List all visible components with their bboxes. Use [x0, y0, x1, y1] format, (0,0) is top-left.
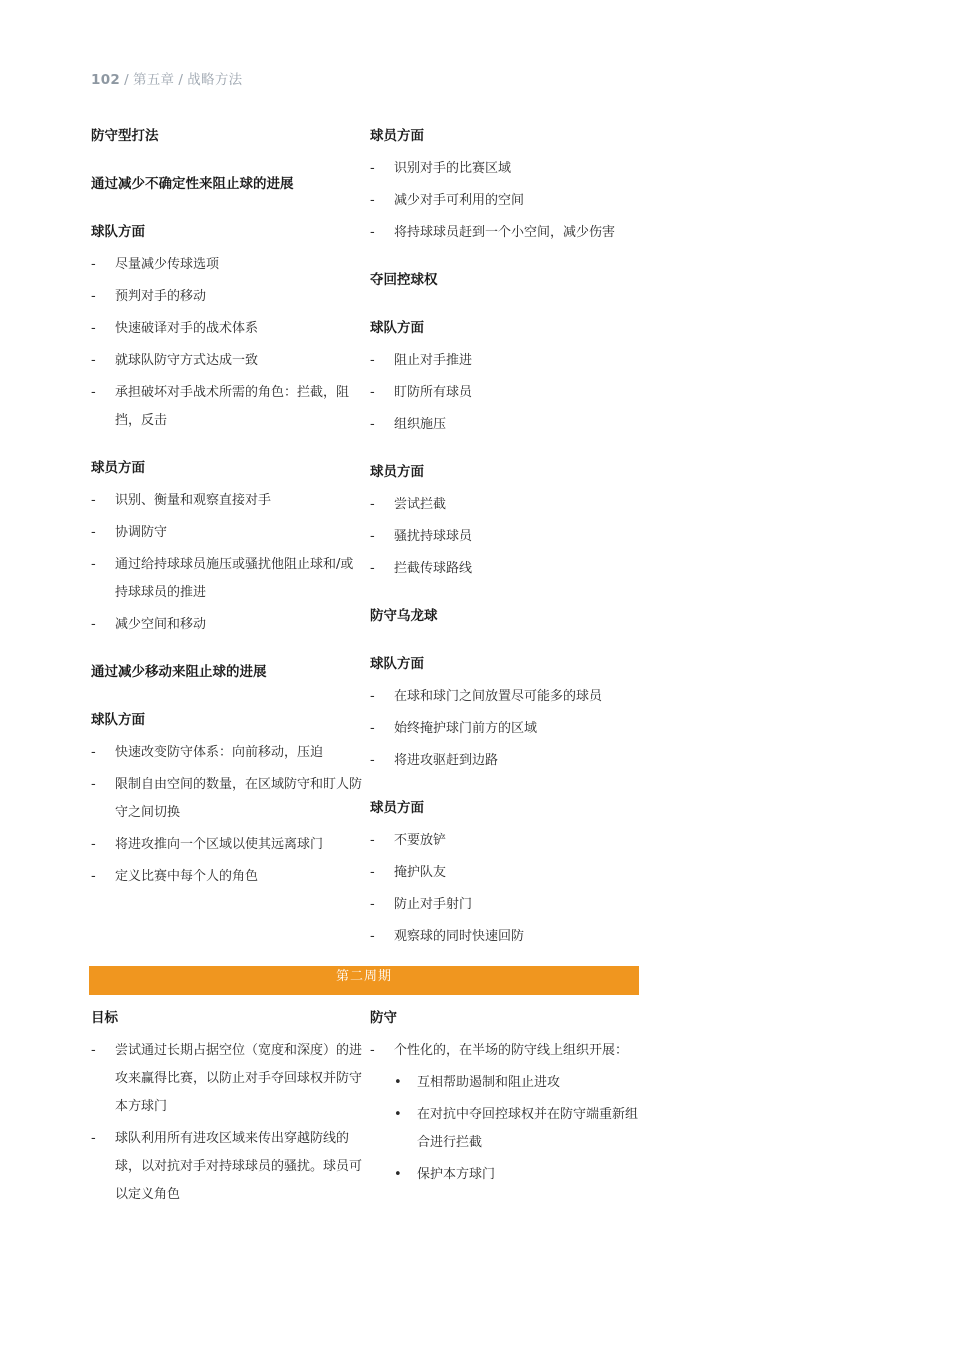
header-separator: / — [178, 72, 184, 88]
list-item: - 减少空间和移动 — [91, 617, 207, 632]
phase-banner-label: 第二周期 — [335, 969, 392, 984]
team-heading: 球队方面 — [370, 656, 424, 672]
subsection-title: 通过减少不确定性来阻止球的进展 — [91, 176, 294, 192]
list-item: - 盯防所有球员 — [370, 385, 473, 400]
player-heading: 球员方面 — [370, 128, 424, 144]
defense-column — [370, 1005, 640, 1193]
defense-heading: 防守 — [370, 1010, 397, 1026]
left-column — [91, 123, 366, 895]
bullet-item: • 互相帮助遏制和阻止进攻 — [370, 1069, 640, 1097]
bullet-icon: • — [394, 1075, 402, 1090]
list-item: - 将进攻推向一个区域以使其远离球门 — [91, 837, 324, 852]
player-heading: 球员方面 — [91, 460, 145, 476]
section-title: 防守型打法 — [91, 128, 159, 144]
team-heading: 球队方面 — [91, 712, 145, 728]
chapter-label: 第五章 — [132, 72, 175, 88]
team-list — [91, 739, 366, 891]
list-item: - 减少对手可利用的空间 — [370, 193, 525, 208]
list-item: - 尝试拦截 — [370, 497, 447, 512]
list-item: - 组织施压 — [370, 417, 447, 432]
list-item: - 掩护队友 — [370, 865, 447, 880]
list-item: - 始终掩护球门前方的区域 — [370, 721, 538, 736]
objective-heading: 目标 — [91, 1010, 118, 1026]
running-header — [91, 68, 242, 88]
bullet-icon: • — [394, 1107, 402, 1122]
section-title: 夺回控球权 — [370, 272, 438, 288]
list-item: - 预判对手的移动 — [91, 289, 207, 304]
page-number: 102 — [91, 72, 121, 88]
list-item: - 观察球的同时快速回防 — [370, 929, 525, 944]
list-item: - 骚扰持球球员 — [370, 529, 473, 544]
player-heading: 球员方面 — [370, 464, 424, 480]
list-item: - 个性化的，在半场的防守线上组织开展： — [370, 1043, 629, 1058]
list-item: - 通过给持球球员施压或骚扰他阻止球和/或持球球员的推进 — [91, 557, 354, 600]
objective-column — [91, 1005, 366, 1213]
right-column — [370, 123, 640, 955]
team-list — [370, 683, 640, 775]
list-item: - 防止对手射门 — [370, 897, 473, 912]
list-item: - 识别、衡量和观察直接对手 — [91, 493, 272, 508]
subsection-title: 通过减少移动来阻止球的进展 — [91, 664, 267, 680]
player-list — [370, 155, 640, 247]
list-item: - 定义比赛中每个人的角色 — [91, 869, 259, 884]
phase-banner — [89, 966, 639, 995]
list-item: - 不要放铲 — [370, 833, 447, 848]
list-item: - 承担破坏对手战术所需的角色：拦截，阻挡，反击 — [91, 385, 350, 428]
team-list — [370, 347, 640, 439]
bullet-item: • 在对抗中夺回控球权并在防守端重新组合进行拦截 — [370, 1101, 640, 1157]
list-item: - 阻止对手推进 — [370, 353, 473, 368]
team-list — [91, 251, 366, 435]
bullet-item: • 保护本方球门 — [370, 1161, 640, 1189]
list-item: - 将进攻驱赶到边路 — [370, 753, 499, 768]
list-item: - 尽量减少传球选项 — [91, 257, 220, 272]
list-item: - 快速破译对手的战术体系 — [91, 321, 259, 336]
section-title: 防守乌龙球 — [370, 608, 438, 624]
list-item: - 将持球球员赶到一个小空间，减少伤害 — [370, 225, 616, 240]
list-item: - 球队利用所有进攻区域来传出穿越防线的球，以对抗对手对持球球员的骚扰。球员可以定义角色 — [91, 1131, 363, 1202]
list-item: - 快速改变防守体系：向前移动，压迫 — [91, 745, 324, 760]
list-item: - 尝试通过长期占据空位（宽度和深度）的进攻来赢得比赛，以防止对手夺回球权并防守本方球门 — [91, 1043, 363, 1114]
list-item: - 就球队防守方式达成一致 — [91, 353, 259, 368]
player-heading: 球员方面 — [370, 800, 424, 816]
bullet-icon: • — [394, 1167, 402, 1182]
player-list — [370, 827, 640, 951]
team-heading: 球队方面 — [91, 224, 145, 240]
list-item: - 在球和球门之间放置尽可能多的球员 — [370, 689, 603, 704]
list-item: - 识别对手的比赛区域 — [370, 161, 512, 176]
list-item: - 拦截传球路线 — [370, 561, 473, 576]
player-list — [91, 487, 366, 639]
player-list — [370, 491, 640, 583]
section-label: 战略方法 — [187, 72, 243, 88]
list-item: - 限制自由空间的数量，在区域防守和盯人防守之间切换 — [91, 777, 363, 820]
team-heading: 球队方面 — [370, 320, 424, 336]
header-separator: / — [124, 72, 129, 88]
list-item: - 协调防守 — [91, 525, 168, 540]
